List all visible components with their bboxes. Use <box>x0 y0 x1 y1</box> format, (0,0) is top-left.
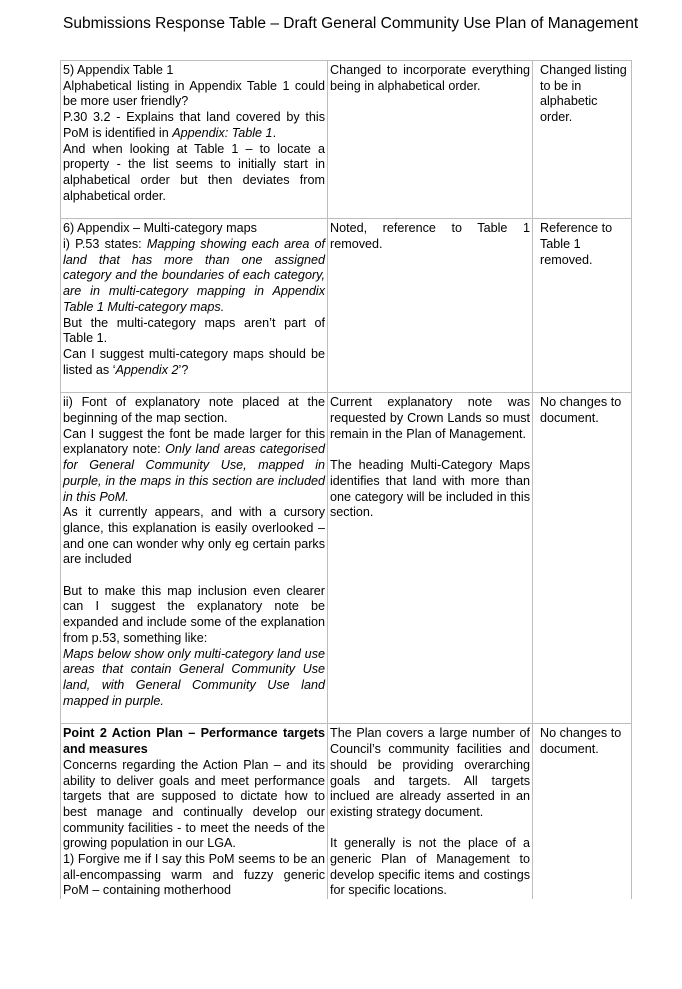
page-title: Submissions Response Table – Draft General Community Use Plan of Management <box>63 15 639 32</box>
submissions-table-body <box>61 61 632 900</box>
italic-quote: Mapping showing each area of land that has more than one assigned category and the boundaries of each category, are in multi-category mapping in Appendix Table 1 Multi-category maps. <box>63 237 325 314</box>
italic-quote: Only land areas categorised for General Community Use, mapped in purple, in the maps in this section are included in this PoM. <box>63 442 325 504</box>
submission-cell <box>61 724 328 899</box>
paragraph <box>63 110 325 141</box>
table-row <box>61 393 632 724</box>
paragraph: But the multi-category maps aren’t part of Table 1. <box>63 315 325 346</box>
italic-quote: Maps below show only multi-category land use areas that contain General Community Use land, with General Community Use land mapped in purple. <box>63 646 325 708</box>
paragraph: ii) Font of explanatory note placed at the beginning of the map section. <box>63 395 325 426</box>
table-row <box>61 219 632 393</box>
text-run: . <box>272 125 277 140</box>
text-run: i) P.53 states: <box>63 237 147 252</box>
paragraph: 1) Forgive me if I say this PoM seems to be an all-encompassing warm and fuzzy generic PoM – containing motherhood <box>63 852 325 898</box>
paragraph: 5) Appendix Table 1 <box>63 63 174 77</box>
paragraph <box>63 427 325 506</box>
text-run: ’? <box>178 362 189 377</box>
paragraph <box>63 237 325 316</box>
table-row <box>61 724 632 899</box>
submission-cell <box>61 393 328 724</box>
submissions-table <box>60 60 632 899</box>
outcome-cell: Reference to Table 1 removed. <box>533 219 632 393</box>
paragraph: The Plan covers a large number of Council’s community facilities and should be providing overarching goals and targets. All targets inclued are already asserted in an existing strategy document. <box>330 726 530 819</box>
text-run: Can I suggest the font be made larger for this explanatory note: <box>63 426 325 457</box>
paragraph: But to make this map inclusion even clearer can I suggest the explanatory note be expanded and include some of the explanation from p.53, something like: <box>63 583 325 645</box>
outcome-cell: No changes to document. <box>533 393 632 724</box>
paragraph: Concerns regarding the Action Plan – and its ability to deliver goals and meet performance targets that are supposed to dictate how to best manage and continually develop our community facilities - to meet the needs of the growing population in our LGA. <box>63 757 325 851</box>
response-cell <box>328 393 533 724</box>
response-cell <box>328 61 533 219</box>
response-cell <box>328 724 533 899</box>
submission-cell <box>61 61 328 219</box>
paragraph: The heading Multi-Category Maps identifies that land with more than one category will be included in this section. <box>330 458 530 520</box>
paragraph: And when looking at Table 1 – to locate a property - the list seems to initially start in alphabetical order but then deviates from alphabetical order. <box>63 141 325 203</box>
paragraph <box>63 726 325 757</box>
paragraph: It generally is not the place of a generic Plan of Management to develop specific items and costings for specific locations. <box>330 836 530 898</box>
paragraph: Current explanatory note was requested by Crown Lands so must remain in the Plan of Management. <box>330 395 530 441</box>
paragraph: As it currently appears, and with a cursory glance, this explanation is easily overlooked – and one can wonder why only eg certain parks are included <box>63 505 325 567</box>
paragraph: Noted, reference to Table 1 removed. <box>330 221 530 252</box>
text-run: P.30 3.2 - Explains that land covered by this PoM is identified in <box>63 110 325 140</box>
outcome-cell: Changed listing to be in alphabetic order. <box>533 61 632 219</box>
paragraph: Alphabetical listing in Appendix Table 1 could be more user friendly? <box>63 78 325 109</box>
paragraph <box>63 347 325 378</box>
italic-quote: Appendix 2 <box>115 362 179 377</box>
paragraph: Changed to incorporate everything being in alphabetical order. <box>330 63 530 93</box>
response-cell <box>328 219 533 393</box>
text-run: Can I suggest multi-category maps should be listed as ‘ <box>63 346 325 377</box>
paragraph <box>63 647 325 710</box>
item-heading: Point 2 Action Plan – Performance targets and measures <box>63 726 325 757</box>
submission-cell <box>61 219 328 393</box>
outcome-cell: No changes to document. <box>533 724 632 899</box>
paragraph: 6) Appendix – Multi-category maps <box>63 221 257 236</box>
table-row <box>61 61 632 219</box>
italic-quote: Appendix: Table 1 <box>172 125 273 140</box>
